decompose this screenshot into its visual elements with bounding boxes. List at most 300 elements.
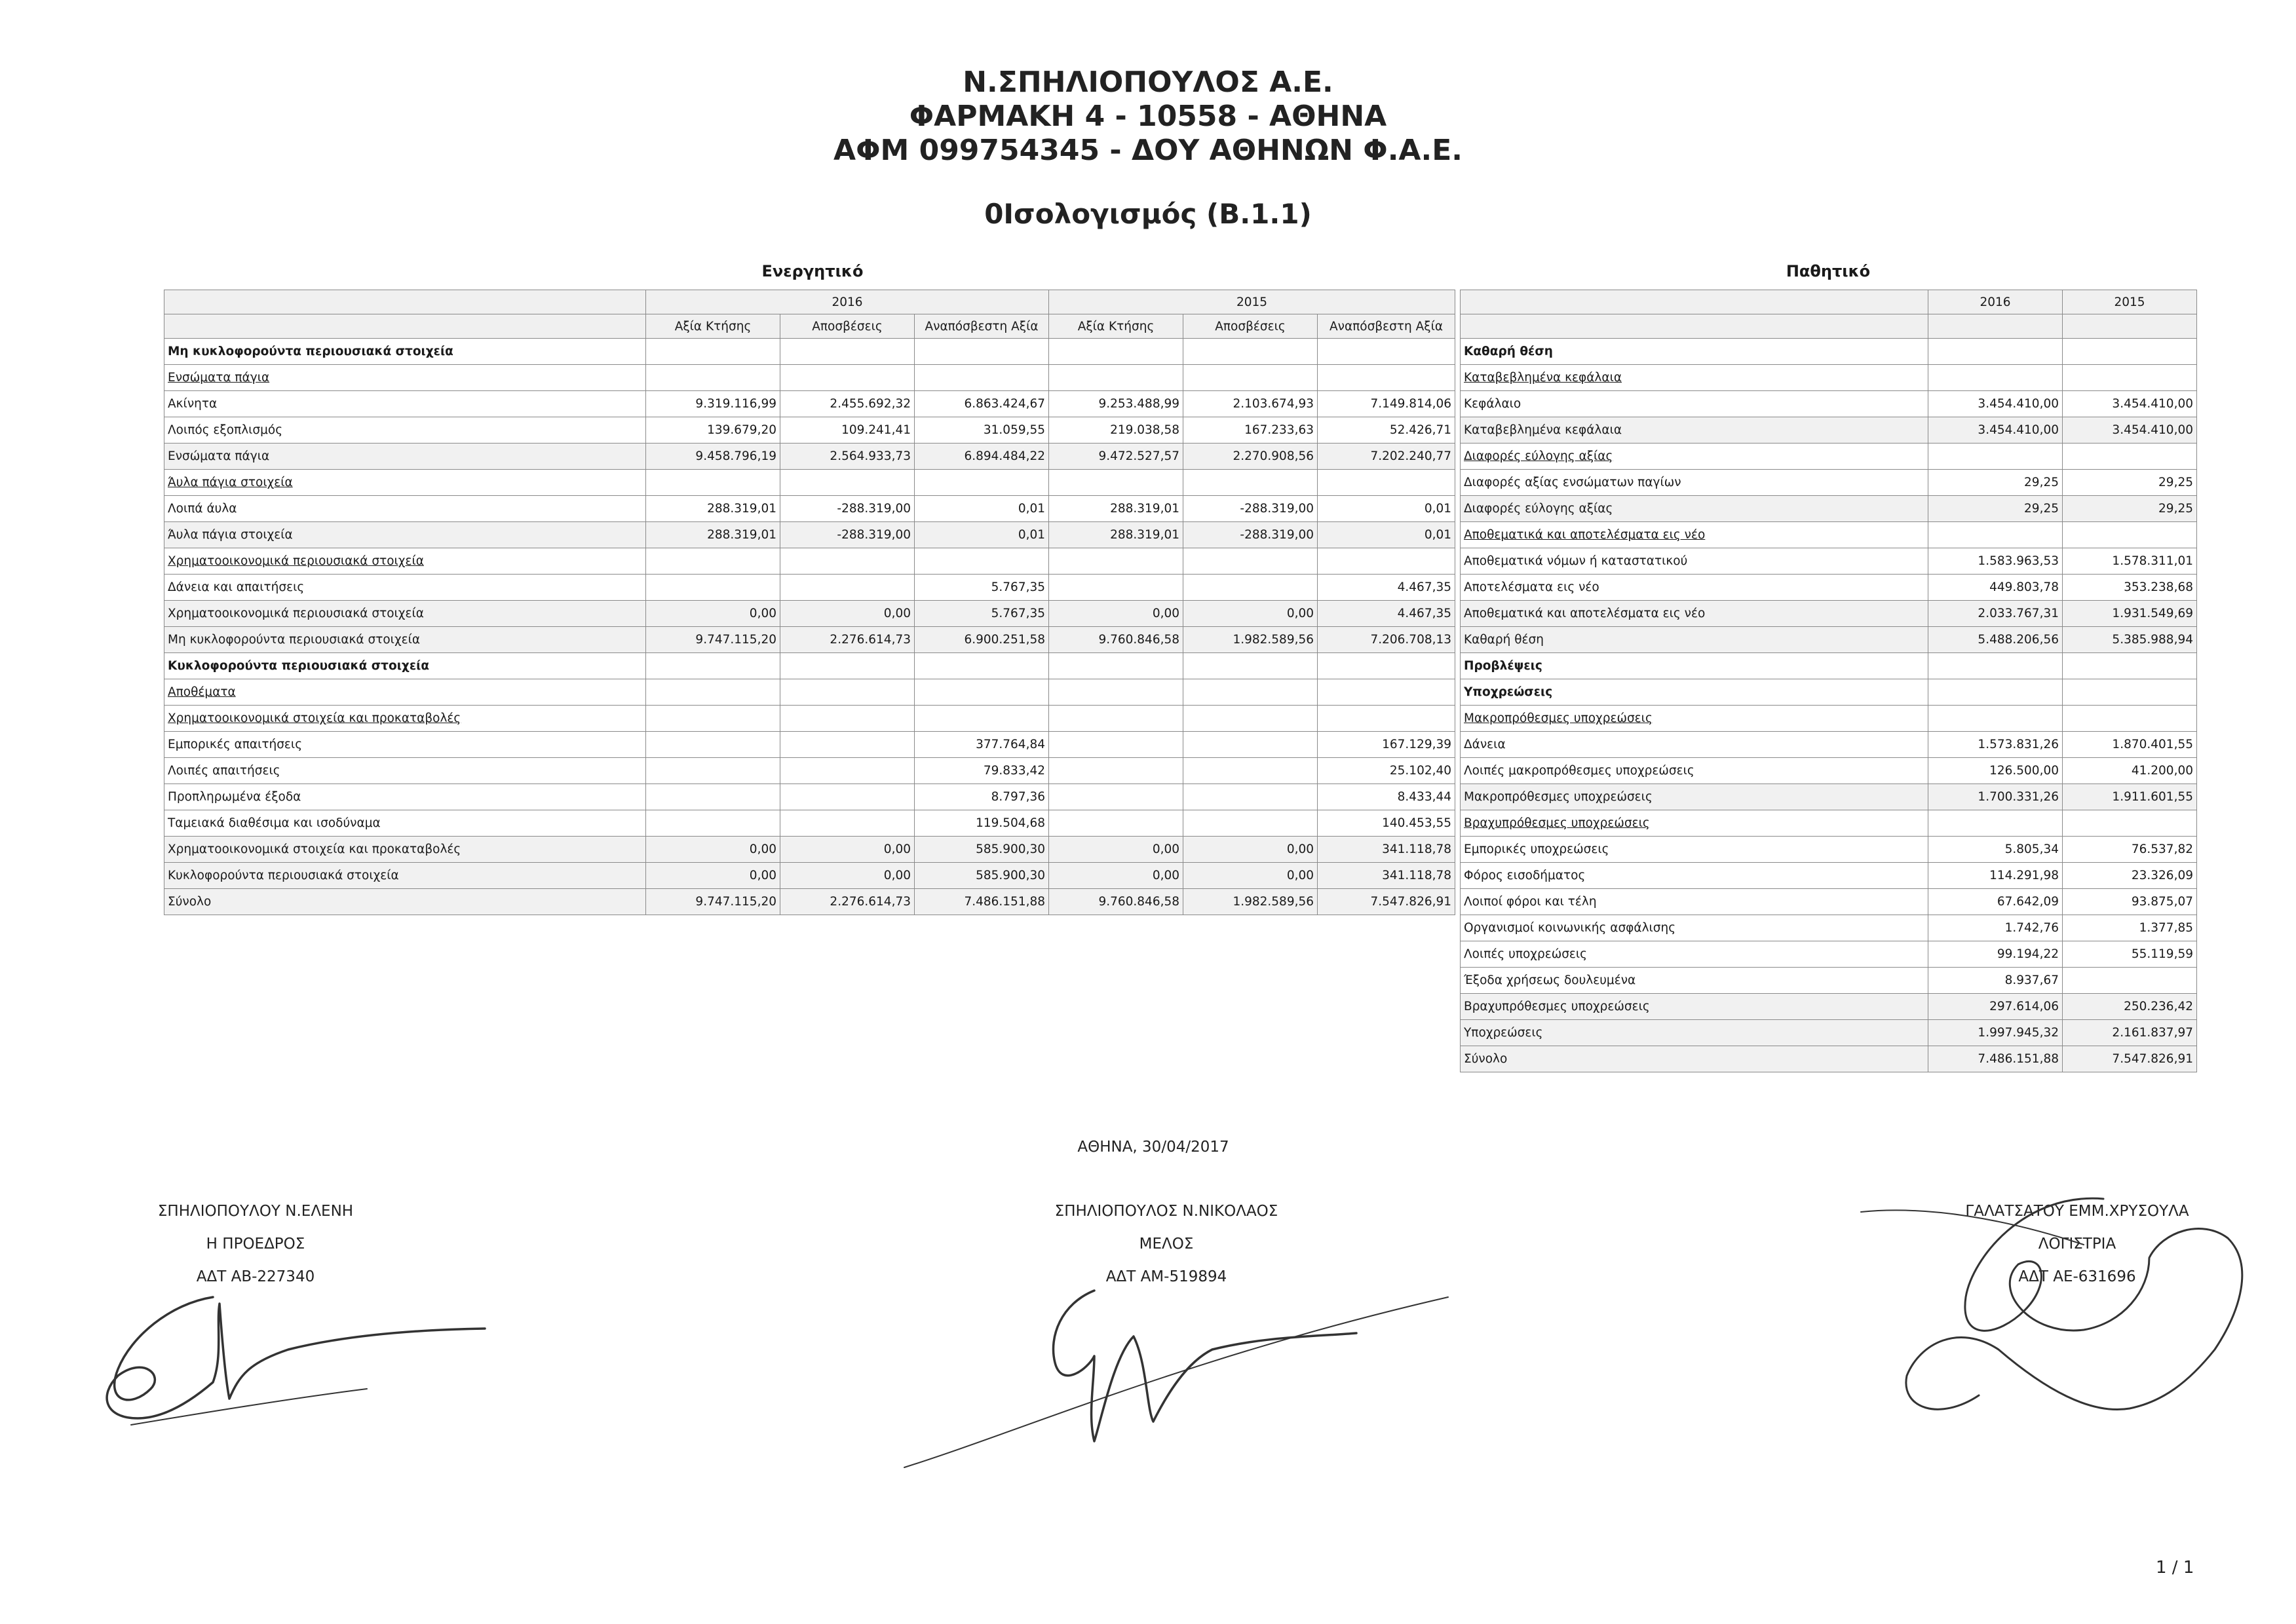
value-cell: 0,00 <box>1183 837 1318 863</box>
value-cell: 0,00 <box>1049 837 1183 863</box>
table-row <box>164 810 1455 837</box>
value-cell: 0,00 <box>780 863 915 889</box>
column-header: Αναπόσβεστη Αξία <box>915 314 1049 339</box>
value-cell: 0,00 <box>1183 863 1318 889</box>
value-cell <box>1183 810 1318 837</box>
value-cell: 1.377,85 <box>2063 915 2197 941</box>
row-label: Οργανισμοί κοινωνικής ασφάλισης <box>1461 915 1928 941</box>
table-row <box>1461 706 2197 732</box>
value-cell: 31.059,55 <box>915 417 1049 444</box>
table-row <box>164 889 1455 915</box>
value-cell: 6.894.484,22 <box>915 444 1049 470</box>
value-cell: 0,01 <box>1318 522 1455 548</box>
value-cell: 5.805,34 <box>1928 837 2063 863</box>
liabilities-table <box>1460 290 2197 1072</box>
value-cell: 9.747.115,20 <box>646 627 780 653</box>
value-cell <box>1183 365 1318 391</box>
value-cell: 0,00 <box>646 837 780 863</box>
value-cell: 8.937,67 <box>1928 968 2063 994</box>
table-row <box>164 706 1455 732</box>
value-cell <box>1318 339 1455 365</box>
column-header: Αναπόσβεστη Αξία <box>1318 314 1455 339</box>
value-cell: 139.679,20 <box>646 417 780 444</box>
value-cell: 2.270.908,56 <box>1183 444 1318 470</box>
value-cell: 23.326,09 <box>2063 863 2197 889</box>
value-cell: 5.767,35 <box>915 575 1049 601</box>
value-cell: 8.433,44 <box>1318 784 1455 810</box>
value-cell: 6.900.251,58 <box>915 627 1049 653</box>
value-cell <box>1049 810 1183 837</box>
row-label: Χρηματοοικονομικά περιουσιακά στοιχεία <box>164 601 646 627</box>
value-cell: 55.119,59 <box>2063 941 2197 968</box>
value-cell: 9.319.116,99 <box>646 391 780 417</box>
value-cell <box>1318 365 1455 391</box>
liabilities-year-2016: 2016 <box>1928 290 2063 314</box>
row-label: Βραχυπρόθεσμες υποχρεώσεις <box>1461 810 1928 837</box>
value-cell <box>1049 784 1183 810</box>
value-cell <box>646 732 780 758</box>
value-cell: 0,00 <box>1049 863 1183 889</box>
value-cell <box>646 548 780 575</box>
signatory-1-name: ΣΠΗΛΙΟΠΟΥΛΟΥ Ν.ΕΛΕΝΗ <box>157 1203 354 1220</box>
value-cell <box>1049 758 1183 784</box>
value-cell <box>915 706 1049 732</box>
row-label: Ταμειακά διαθέσιμα και ισοδύναμα <box>164 810 646 837</box>
value-cell <box>1049 365 1183 391</box>
row-label: Καταβεβλημένα κεφάλαια <box>1461 417 1928 444</box>
value-cell: 4.467,35 <box>1318 575 1455 601</box>
value-cell <box>2063 522 2197 548</box>
value-cell <box>1049 470 1183 496</box>
value-cell <box>646 653 780 679</box>
table-row <box>1461 1020 2197 1046</box>
value-cell: 288.319,01 <box>646 522 780 548</box>
value-cell <box>1928 339 2063 365</box>
table-row <box>164 863 1455 889</box>
value-cell <box>1928 653 2063 679</box>
table-row <box>164 837 1455 863</box>
table-row <box>1461 391 2197 417</box>
table-row <box>1461 470 2197 496</box>
value-cell <box>1183 758 1318 784</box>
value-cell <box>1318 653 1455 679</box>
value-cell: 288.319,01 <box>1049 496 1183 522</box>
value-cell: 5.385.988,94 <box>2063 627 2197 653</box>
table-row <box>1461 575 2197 601</box>
row-label: Μακροπρόθεσμες υποχρεώσεις <box>1461 706 1928 732</box>
column-header: Αξία Κτήσης <box>1049 314 1183 339</box>
value-cell: 29,25 <box>2063 470 2197 496</box>
table-row <box>1461 496 2197 522</box>
row-label: Λοιπές μακροπρόθεσμες υποχρεώσεις <box>1461 758 1928 784</box>
value-cell: 0,00 <box>646 601 780 627</box>
signatory-2-name: ΣΠΗΛΙΟΠΟΥΛΟΣ Ν.ΝΙΚΟΛΑΟΣ <box>1054 1203 1278 1220</box>
value-cell: 7.547.826,91 <box>1318 889 1455 915</box>
row-label: Αποθεματικά και αποτελέσματα εις νέο <box>1461 601 1928 627</box>
row-label: Διαφορές αξίας ενσώματων παγίων <box>1461 470 1928 496</box>
value-cell: 1.982.589,56 <box>1183 627 1318 653</box>
assets-header-blank <box>164 290 646 314</box>
value-cell: 288.319,01 <box>1049 522 1183 548</box>
value-cell: 341.118,78 <box>1318 837 1455 863</box>
value-cell <box>915 339 1049 365</box>
value-cell: 297.614,06 <box>1928 994 2063 1020</box>
signature-2-image <box>898 1277 1474 1487</box>
value-cell <box>2063 968 2197 994</box>
row-label: Δάνεια και απαιτήσεις <box>164 575 646 601</box>
value-cell: 2.161.837,97 <box>2063 1020 2197 1046</box>
table-row <box>1461 627 2197 653</box>
value-cell <box>1928 679 2063 706</box>
row-label: Λοιπές απαιτήσεις <box>164 758 646 784</box>
value-cell <box>1049 653 1183 679</box>
value-cell <box>915 365 1049 391</box>
table-row <box>1461 365 2197 391</box>
table-row <box>164 339 1455 365</box>
value-cell <box>2063 653 2197 679</box>
value-cell: -288.319,00 <box>780 522 915 548</box>
value-cell: 449.803,78 <box>1928 575 2063 601</box>
assets-table <box>164 290 1455 915</box>
value-cell: 6.863.424,67 <box>915 391 1049 417</box>
value-cell <box>1183 470 1318 496</box>
signatory-2-id: ΑΔΤ ΑΜ-519894 <box>1105 1268 1227 1285</box>
page-number: 1 / 1 <box>2156 1558 2194 1577</box>
value-cell <box>780 810 915 837</box>
value-cell: -288.319,00 <box>780 496 915 522</box>
row-label: Υποχρεώσεις <box>1461 1020 1928 1046</box>
value-cell: 8.797,36 <box>915 784 1049 810</box>
value-cell: 5.767,35 <box>915 601 1049 627</box>
value-cell: 126.500,00 <box>1928 758 2063 784</box>
value-cell <box>2063 706 2197 732</box>
value-cell <box>1318 470 1455 496</box>
row-label: Χρηματοοικονομικά περιουσιακά στοιχεία <box>164 548 646 575</box>
table-row <box>164 522 1455 548</box>
row-label: Βραχυπρόθεσμες υποχρεώσεις <box>1461 994 1928 1020</box>
row-label: Αποτελέσματα εις νέο <box>1461 575 1928 601</box>
row-label: Λοιπά άυλα <box>164 496 646 522</box>
value-cell: 288.319,01 <box>646 496 780 522</box>
table-row <box>164 470 1455 496</box>
value-cell <box>1928 706 2063 732</box>
row-label: Άυλα πάγια στοιχεία <box>164 522 646 548</box>
value-cell: 7.149.814,06 <box>1318 391 1455 417</box>
row-label: Λοιπές υποχρεώσεις <box>1461 941 1928 968</box>
value-cell <box>1928 444 2063 470</box>
value-cell: 1.870.401,55 <box>2063 732 2197 758</box>
value-cell <box>1183 653 1318 679</box>
value-cell: 0,00 <box>780 601 915 627</box>
value-cell <box>1318 548 1455 575</box>
value-cell: 0,00 <box>1183 601 1318 627</box>
row-label: Υποχρεώσεις <box>1461 679 1928 706</box>
liabilities-colhead-blank <box>2063 314 2197 339</box>
value-cell: 119.504,68 <box>915 810 1049 837</box>
row-label: Φόρος εισοδήματος <box>1461 863 1928 889</box>
table-row <box>164 444 1455 470</box>
value-cell <box>1928 522 2063 548</box>
value-cell: 2.103.674,93 <box>1183 391 1318 417</box>
value-cell <box>915 653 1049 679</box>
value-cell: 5.488.206,56 <box>1928 627 2063 653</box>
value-cell <box>646 706 780 732</box>
value-cell <box>1049 706 1183 732</box>
value-cell: 167.233,63 <box>1183 417 1318 444</box>
value-cell <box>780 339 915 365</box>
value-cell <box>1049 575 1183 601</box>
value-cell <box>915 470 1049 496</box>
value-cell <box>2063 365 2197 391</box>
liabilities-year-2015: 2015 <box>2063 290 2197 314</box>
value-cell: 29,25 <box>2063 496 2197 522</box>
value-cell: 99.194,22 <box>1928 941 2063 968</box>
value-cell <box>2063 679 2197 706</box>
value-cell: 167.129,39 <box>1318 732 1455 758</box>
value-cell <box>780 784 915 810</box>
value-cell <box>780 758 915 784</box>
value-cell: 585.900,30 <box>915 837 1049 863</box>
column-header: Αξία Κτήσης <box>646 314 780 339</box>
value-cell: 3.454.410,00 <box>2063 391 2197 417</box>
value-cell: 0,00 <box>780 837 915 863</box>
value-cell <box>1928 365 2063 391</box>
table-row <box>164 548 1455 575</box>
value-cell: 93.875,07 <box>2063 889 2197 915</box>
table-row <box>1461 810 2197 837</box>
document-title: 0Ισολογισμός (Β.1.1) <box>984 198 1312 230</box>
signatory-3-id: ΑΔΤ ΑΕ-631696 <box>2018 1268 2136 1285</box>
table-row <box>1461 601 2197 627</box>
table-row <box>1461 417 2197 444</box>
row-label: Μακροπρόθεσμες υποχρεώσεις <box>1461 784 1928 810</box>
row-label: Έξοδα χρήσεως δουλευμένα <box>1461 968 1928 994</box>
value-cell <box>2063 444 2197 470</box>
row-label: Άυλα πάγια στοιχεία <box>164 470 646 496</box>
row-label: Κυκλοφορούντα περιουσιακά στοιχεία <box>164 653 646 679</box>
value-cell <box>915 548 1049 575</box>
value-cell <box>1183 784 1318 810</box>
place-date: ΑΘΗΝΑ, 30/04/2017 <box>1077 1139 1229 1156</box>
value-cell: 1.583.963,53 <box>1928 548 2063 575</box>
table-row <box>1461 837 2197 863</box>
value-cell <box>1183 339 1318 365</box>
table-row <box>1461 522 2197 548</box>
row-label: Αποθεματικά νόμων ή καταστατικού <box>1461 548 1928 575</box>
value-cell: 219.038,58 <box>1049 417 1183 444</box>
value-cell: 3.454.410,00 <box>2063 417 2197 444</box>
value-cell <box>1183 732 1318 758</box>
value-cell <box>1183 575 1318 601</box>
liabilities-header-blank <box>1461 290 1928 314</box>
row-label: Καταβεβλημένα κεφάλαια <box>1461 365 1928 391</box>
value-cell <box>1318 706 1455 732</box>
value-cell <box>780 732 915 758</box>
row-label: Καθαρή θέση <box>1461 627 1928 653</box>
value-cell: 1.982.589,56 <box>1183 889 1318 915</box>
table-row <box>1461 994 2197 1020</box>
value-cell: 1.700.331,26 <box>1928 784 2063 810</box>
table-row <box>1461 941 2197 968</box>
value-cell: 0,01 <box>1318 496 1455 522</box>
table-row <box>1461 548 2197 575</box>
row-label: Σύνολο <box>164 889 646 915</box>
column-header: Αποσβέσεις <box>1183 314 1318 339</box>
value-cell <box>1049 732 1183 758</box>
company-name: Ν.ΣΠΗΛΙΟΠΟΥΛΟΣ Α.Ε. <box>963 66 1333 99</box>
value-cell: 7.202.240,77 <box>1318 444 1455 470</box>
value-cell <box>1928 810 2063 837</box>
assets-title: Ενεργητικό <box>761 262 864 280</box>
value-cell: -288.319,00 <box>1183 522 1318 548</box>
value-cell: 114.291,98 <box>1928 863 2063 889</box>
value-cell <box>646 679 780 706</box>
value-cell: 52.426,71 <box>1318 417 1455 444</box>
liabilities-colhead-blank <box>1461 314 1928 339</box>
value-cell: 341.118,78 <box>1318 863 1455 889</box>
value-cell: 9.253.488,99 <box>1049 391 1183 417</box>
assets-year-2016: 2016 <box>646 290 1049 314</box>
assets-year-2015: 2015 <box>1049 290 1455 314</box>
value-cell: 9.747.115,20 <box>646 889 780 915</box>
table-row <box>164 365 1455 391</box>
row-label: Προπληρωμένα έξοδα <box>164 784 646 810</box>
value-cell: 0,01 <box>915 522 1049 548</box>
table-row <box>164 601 1455 627</box>
table-row <box>1461 339 2197 365</box>
value-cell: 109.241,41 <box>780 417 915 444</box>
table-row <box>164 653 1455 679</box>
value-cell: 4.467,35 <box>1318 601 1455 627</box>
company-tax-info: ΑΦΜ 099754345 - ΔΟΥ ΑΘΗΝΩΝ Φ.Α.Ε. <box>833 134 1463 167</box>
value-cell: 7.486.151,88 <box>915 889 1049 915</box>
row-label: Εμπορικές απαιτήσεις <box>164 732 646 758</box>
value-cell <box>1049 548 1183 575</box>
value-cell: 1.997.945,32 <box>1928 1020 2063 1046</box>
table-row <box>1461 732 2197 758</box>
value-cell <box>780 575 915 601</box>
row-label: Εμπορικές υποχρεώσεις <box>1461 837 1928 863</box>
table-row <box>164 732 1455 758</box>
signatory-1-role: Η ΠΡΟΕΔΡΟΣ <box>206 1236 305 1253</box>
value-cell: 2.276.614,73 <box>780 627 915 653</box>
value-cell: 140.453,55 <box>1318 810 1455 837</box>
value-cell <box>646 784 780 810</box>
value-cell: 9.458.796,19 <box>646 444 780 470</box>
row-label: Κεφάλαιο <box>1461 391 1928 417</box>
value-cell: 1.573.831,26 <box>1928 732 2063 758</box>
value-cell <box>780 653 915 679</box>
value-cell: 7.206.708,13 <box>1318 627 1455 653</box>
signatory-3-name: ΓΑΛΑΤΣΑΤΟΥ ΕΜΜ.ΧΡΥΣΟΥΛΑ <box>1965 1203 2189 1220</box>
value-cell <box>1049 339 1183 365</box>
value-cell: 76.537,82 <box>2063 837 2197 863</box>
table-row <box>164 496 1455 522</box>
value-cell: 1.742,76 <box>1928 915 2063 941</box>
row-label: Ενσώματα πάγια <box>164 365 646 391</box>
table-row <box>164 627 1455 653</box>
value-cell <box>2063 810 2197 837</box>
row-label: Χρηματοοικονομικά στοιχεία και προκαταβολές <box>164 706 646 732</box>
value-cell: 0,01 <box>915 496 1049 522</box>
value-cell: 7.486.151,88 <box>1928 1046 2063 1072</box>
value-cell: 585.900,30 <box>915 863 1049 889</box>
value-cell: 29,25 <box>1928 470 2063 496</box>
value-cell <box>646 575 780 601</box>
table-row <box>164 758 1455 784</box>
table-row <box>1461 444 2197 470</box>
table-row <box>1461 679 2197 706</box>
row-label: Ακίνητα <box>164 391 646 417</box>
row-label: Λοιποί φόροι και τέλη <box>1461 889 1928 915</box>
value-cell <box>780 679 915 706</box>
row-label: Σύνολο <box>1461 1046 1928 1072</box>
table-row <box>1461 758 2197 784</box>
value-cell <box>646 810 780 837</box>
value-cell: 0,00 <box>646 863 780 889</box>
value-cell <box>780 365 915 391</box>
table-row <box>164 391 1455 417</box>
value-cell: 67.642,09 <box>1928 889 2063 915</box>
value-cell <box>646 339 780 365</box>
row-label: Διαφορές εύλογης αξίας <box>1461 444 1928 470</box>
value-cell: 250.236,42 <box>2063 994 2197 1020</box>
value-cell <box>780 470 915 496</box>
row-label: Κυκλοφορούντα περιουσιακά στοιχεία <box>164 863 646 889</box>
value-cell: 29,25 <box>1928 496 2063 522</box>
value-cell <box>646 470 780 496</box>
value-cell: 25.102,40 <box>1318 758 1455 784</box>
value-cell: 79.833,42 <box>915 758 1049 784</box>
value-cell: 2.455.692,32 <box>780 391 915 417</box>
value-cell: 3.454.410,00 <box>1928 391 2063 417</box>
value-cell: 0,00 <box>1049 601 1183 627</box>
assets-colhead-blank <box>164 314 646 339</box>
value-cell <box>2063 339 2197 365</box>
signatory-1-id: ΑΔΤ ΑΒ-227340 <box>196 1268 315 1285</box>
table-row <box>1461 653 2197 679</box>
table-row <box>1461 1046 2197 1072</box>
row-label: Δάνεια <box>1461 732 1928 758</box>
value-cell: 41.200,00 <box>2063 758 2197 784</box>
row-label: Λοιπός εξοπλισμός <box>164 417 646 444</box>
row-label: Προβλέψεις <box>1461 653 1928 679</box>
liabilities-title: Παθητικό <box>1786 262 1871 280</box>
row-label: Διαφορές εύλογης αξίας <box>1461 496 1928 522</box>
liabilities-colhead-blank <box>1928 314 2063 339</box>
value-cell <box>1318 679 1455 706</box>
row-label: Αποθέματα <box>164 679 646 706</box>
signature-1-image <box>92 1277 511 1448</box>
value-cell: -288.319,00 <box>1183 496 1318 522</box>
value-cell <box>1183 706 1318 732</box>
value-cell: 9.472.527,57 <box>1049 444 1183 470</box>
table-row <box>164 575 1455 601</box>
value-cell <box>646 758 780 784</box>
column-header: Αποσβέσεις <box>780 314 915 339</box>
value-cell: 9.760.846,58 <box>1049 627 1183 653</box>
signatory-3-role: ΛΟΓΙΣΤΡΙΑ <box>2038 1236 2116 1253</box>
value-cell: 2.276.614,73 <box>780 889 915 915</box>
row-label: Αποθεματικά και αποτελέσματα εις νέο <box>1461 522 1928 548</box>
value-cell <box>1183 548 1318 575</box>
table-row <box>1461 889 2197 915</box>
row-label: Καθαρή θέση <box>1461 339 1928 365</box>
value-cell <box>646 365 780 391</box>
table-row <box>1461 863 2197 889</box>
row-label: Μη κυκλοφορούντα περιουσιακά στοιχεία <box>164 339 646 365</box>
value-cell <box>780 706 915 732</box>
